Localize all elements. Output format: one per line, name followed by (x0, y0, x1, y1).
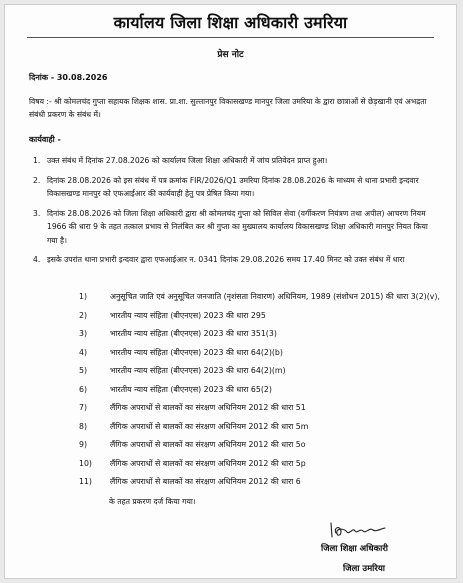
section-text: भारतीय न्याय संहिता (बीएनएस) 2023 की धारा 64(2)(m) (110, 366, 286, 375)
section-number: 5) (79, 366, 88, 375)
legal-section-item (79, 476, 440, 488)
legal-section-item (79, 439, 440, 451)
closing-line: के तहत प्रकरण दर्ज किया गया। (109, 497, 196, 506)
section-text: लैंगिक अपराधों से बालकों का संरक्षण अधिनियम 2012 की धारा 5o (110, 440, 306, 449)
point-number: 1. (33, 156, 41, 165)
title-underline (27, 37, 434, 38)
point-text: दिनांक 28.08.2026 को जिला शिक्षा अधिकारी द्वारा श्री कोमलचंद गुप्ता को सिविल सेवा (वर्गीकरण नियंत्रण तथा अपील) आचरण नियम 1966 की धारा 9 के तहत तत्काल प्रभाव से निलंबित कर श्री गुप्ता का मुख्यालय कार्यालय विकासखण्ड शिक्षा अधिकारी मानपुर नियत किया गया है। (47, 208, 428, 245)
section-number: 9) (79, 440, 88, 449)
signatory-designation: जिला शिक्षा अधिकारी (321, 544, 389, 554)
legal-section-item (79, 347, 440, 359)
point-text: दिनांक 28.08.2026 को इस संबंध में पत्र क्रमांक FIR/2026/Q1 उमरिया दिनांक 28.08.2026 के माध्यम से थाना प्रभारी इन्दवार विकासखण्ड मानपुर को एफआईआर की कार्यवाही हेतु पत्र प्रेषित किया गया। (47, 175, 419, 198)
section-text: लैंगिक अपराधों से बालकों का संरक्षण अधिनियम 2012 की धारा 6 (110, 477, 301, 486)
section-number: 10) (79, 458, 92, 468)
point-number: 2. (33, 175, 41, 185)
legal-section-item (79, 458, 440, 470)
action-point (33, 174, 440, 201)
section-number: 11) (79, 477, 92, 486)
press-note-heading: प्रेस नोट (217, 50, 244, 60)
action-point (33, 253, 440, 267)
section-text: भारतीय न्याय संहिता (बीएनएस) 2023 की धारा 351(3) (110, 329, 277, 338)
legal-section-item (79, 365, 440, 377)
section-text: लैंगिक अपराधों से बालकों का संरक्षण अधिनियम 2012 की धारा 5p (110, 458, 306, 468)
subject-text: विषय :- श्री कोमलचंद गुप्ता सहायक शिक्षक शास. प्रा.शा. सुल्तानपुर विकासखण्ड मानपुर जिला उमरिया के द्वारा छात्राओं से छेड़खानी एवं अभद्रता संबंधी प्रकरण के संबंध में। (29, 97, 427, 119)
section-number: 2) (79, 310, 88, 320)
legal-section-item (79, 310, 440, 322)
legal-section-item (79, 384, 440, 396)
legal-sections-list (79, 291, 440, 495)
point-number: 4. (33, 255, 41, 264)
document-date: दिनांक - 30.08.2026 (29, 73, 108, 82)
action-heading: कार्यवाही - (29, 135, 61, 144)
section-text: लैंगिक अपराधों से बालकों का संरक्षण अधिनियम 2012 की धारा 5m (110, 421, 309, 431)
section-number: 6) (79, 384, 88, 394)
legal-section-item (79, 291, 440, 303)
section-text: भारतीय न्याय संहिता (बीएनएस) 2023 की धारा 295 (110, 310, 266, 320)
signatory-place: जिला उमरिया (343, 564, 385, 574)
legal-section-item (79, 402, 440, 414)
section-number: 1) (79, 292, 88, 301)
section-number: 8) (79, 421, 88, 431)
point-text: उक्त संबंध में दिनांक 27.08.2026 को कार्यालय जिला शिक्षा अधिकारी में जांच प्रतिवेदन प्राप्त हुआ। (47, 156, 328, 165)
section-number: 4) (79, 347, 88, 357)
action-point (33, 154, 440, 168)
legal-section-item (79, 328, 440, 340)
legal-section-item (79, 421, 440, 433)
point-text: इसके उपरांत थाना प्रभारी इन्दवार द्वारा एफआईआर न. 0341 दिनांक 29.08.2026 समय 17.40 मिनट को उक्त संबंध में धारा (47, 255, 405, 264)
office-title: कार्यालय जिला शिक्षा अधिकारी उमरिया (113, 13, 348, 32)
section-text: लैंगिक अपराधों से बालकों का संरक्षण अधिनियम 2012 की धारा 51 (110, 403, 306, 412)
press-note-page (4, 4, 457, 579)
action-points-list (33, 154, 440, 273)
section-text: अनुसूचित जाति एवं अनुसूचित जनजाति (नृशंसता निवारण) अधिनियम, 1989 (संशोधन 2015) की धारा 3(2)(v), (110, 292, 440, 301)
signature-icon (327, 519, 389, 541)
action-point (33, 207, 440, 248)
section-number: 7) (79, 403, 88, 412)
section-text: भारतीय न्याय संहिता (बीएनएस) 2023 की धारा 65(2) (110, 384, 272, 394)
section-number: 3) (79, 329, 88, 338)
section-text: भारतीय न्याय संहिता (बीएनएस) 2023 की धारा 64(2)(b) (110, 347, 283, 357)
point-number: 3. (33, 208, 41, 218)
